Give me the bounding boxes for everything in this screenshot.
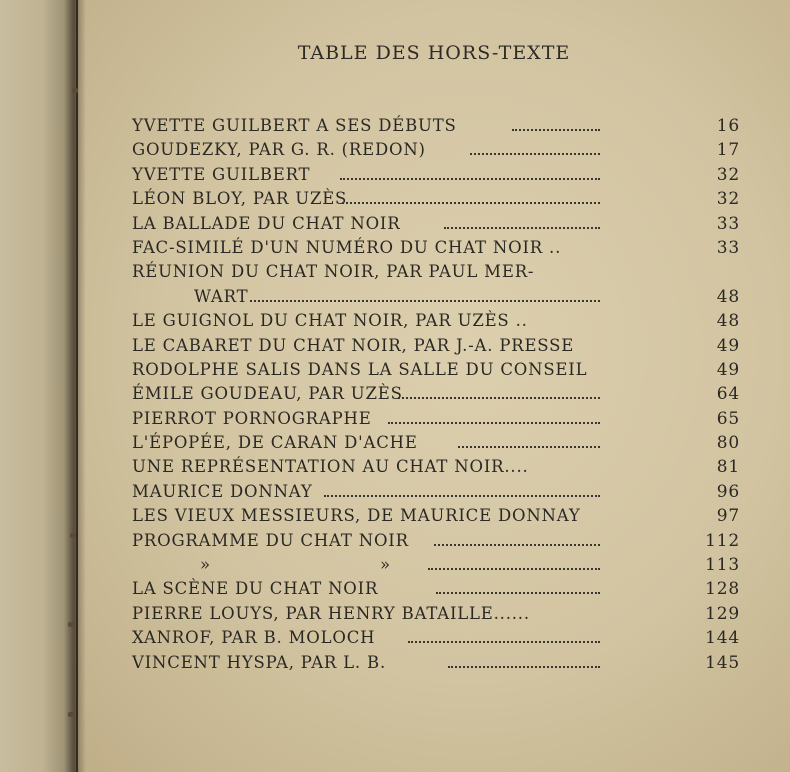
- toc-page-number: 65: [716, 408, 740, 429]
- toc-page-number: 81: [716, 457, 740, 478]
- dot-leader: [408, 637, 600, 643]
- toc-entry-label: LÉON BLOY, PAR UZÈS: [132, 189, 348, 209]
- toc-entry-label: ÉMILE GOUDEAU, PAR UZÈS: [132, 384, 403, 404]
- toc-page-number: 49: [716, 359, 740, 380]
- toc-entry: [132, 481, 740, 506]
- toc-entry: [132, 652, 740, 677]
- toc-entry: [132, 457, 740, 481]
- binding-stitch: [68, 712, 74, 717]
- toc-entry-label: YVETTE GUILBERT A SES DÉBUTS: [132, 116, 457, 135]
- toc-page-number: 16: [716, 116, 740, 136]
- toc-entry-label: PROGRAMME DU CHAT NOIR: [132, 530, 409, 550]
- dot-leader: [342, 198, 600, 204]
- dot-leader: [428, 564, 600, 570]
- toc-entry: [132, 213, 740, 238]
- toc-entry-label: LES VIEUX MESSIEURS, DE MAURICE DONNAY: [132, 506, 581, 526]
- toc-entry-label: FAC-SIMILÉ D'UN NUMÉRO DU CHAT NOIR ..: [132, 237, 562, 257]
- toc-entry: [132, 286, 740, 311]
- book-gutter-shadow: [64, 0, 86, 772]
- dot-leader: [470, 149, 600, 155]
- toc-entry-label: RÉUNION DU CHAT NOIR, PAR PAUL MER-: [132, 262, 535, 282]
- binding-stitch: [70, 533, 76, 538]
- toc-entry: [132, 116, 740, 140]
- toc-page-number: 32: [716, 164, 740, 185]
- dot-leader: [444, 223, 600, 229]
- toc-page-number: 129: [705, 603, 740, 624]
- toc-entry-label: LA SCÈNE DU CHAT NOIR: [132, 579, 379, 599]
- toc-page-number: 112: [705, 530, 740, 551]
- toc-page-number: 113: [705, 555, 740, 576]
- toc-entry-label: LE CABARET DU CHAT NOIR, PAR J.-A. PRESSE: [132, 335, 575, 355]
- toc-entry-label: PIERRE LOUYS, PAR HENRY BATAILLE......: [132, 603, 530, 623]
- toc-entry: [132, 164, 740, 189]
- binding-stitch: [68, 622, 74, 627]
- dot-leader: [448, 662, 600, 668]
- toc-page-number: 32: [716, 189, 740, 210]
- toc-entry: [132, 603, 740, 628]
- toc-entry: [132, 384, 740, 408]
- dot-leader: [324, 491, 600, 497]
- toc-entry: [132, 311, 740, 335]
- toc-page-number: 33: [716, 213, 740, 234]
- toc-page-number: 48: [716, 311, 740, 332]
- dot-leader: [512, 125, 600, 131]
- toc-entry-label: RODOLPHE SALIS DANS LA SALLE DU CONSEIL: [132, 359, 588, 379]
- toc-entry-label: VINCENT HYSPA, PAR L. B.: [132, 652, 386, 672]
- toc-entry-label: XANROF, PAR B. MOLOCH: [132, 628, 376, 648]
- dot-leader: [398, 393, 600, 399]
- toc-entry: [132, 335, 740, 360]
- toc-entry-label: GOUDEZKY, PAR G. R. (REDON): [132, 140, 426, 160]
- toc-entry: [132, 506, 740, 530]
- dot-leader: [250, 296, 600, 302]
- toc-entry-label: LE GUIGNOL DU CHAT NOIR, PAR UZÈS ..: [132, 311, 528, 331]
- page-title: TABLE DES HORS-TEXTE: [297, 42, 571, 64]
- toc-page-number: 96: [716, 481, 740, 502]
- toc-page-number: 97: [716, 506, 740, 527]
- toc-page-number: 80: [716, 433, 740, 454]
- toc-list: [132, 116, 740, 677]
- toc-page-number: 64: [716, 384, 740, 405]
- ditto-mark: »: [200, 555, 211, 575]
- toc-entry: [132, 359, 740, 384]
- dot-leader: [388, 418, 600, 424]
- toc-entry: [132, 555, 740, 579]
- toc-entry-label: YVETTE GUILBERT: [132, 164, 311, 184]
- toc-entry: [132, 189, 740, 213]
- toc-entry-label: PIERROT PORNOGRAPHE: [132, 408, 372, 428]
- toc-page-number: 48: [716, 286, 740, 307]
- toc-entry-label: UNE REPRÉSENTATION AU CHAT NOIR....: [132, 457, 529, 477]
- dot-leader: [340, 174, 600, 180]
- ditto-mark: »: [380, 555, 391, 575]
- toc-entry-label: MAURICE DONNAY: [132, 481, 313, 501]
- toc-entry-label: L'ÉPOPÉE, DE CARAN D'ACHE: [132, 433, 418, 453]
- dot-leader: [434, 540, 600, 546]
- dot-leader: [458, 442, 600, 448]
- dot-leader: [436, 588, 600, 594]
- toc-page-number: 145: [705, 652, 740, 673]
- toc-page-number: 128: [705, 579, 740, 600]
- toc-entry: [132, 237, 740, 262]
- toc-entry: [132, 262, 692, 286]
- toc-page-number: 144: [705, 628, 740, 649]
- toc-entry: [132, 530, 740, 555]
- toc-entry: [132, 408, 740, 433]
- toc-entry: [132, 140, 740, 164]
- toc-page-number: 17: [716, 140, 740, 161]
- toc-page-number: 49: [716, 335, 740, 356]
- toc-entry: [132, 628, 740, 652]
- toc-entry: [132, 579, 740, 603]
- book-page: [78, 0, 790, 772]
- toc-entry-label: LA BALLADE DU CHAT NOIR: [132, 213, 401, 233]
- binding-stitch: [72, 88, 78, 93]
- toc-entry-label: WART: [194, 286, 249, 306]
- toc-page-number: 33: [716, 237, 740, 258]
- toc-entry: [132, 433, 740, 457]
